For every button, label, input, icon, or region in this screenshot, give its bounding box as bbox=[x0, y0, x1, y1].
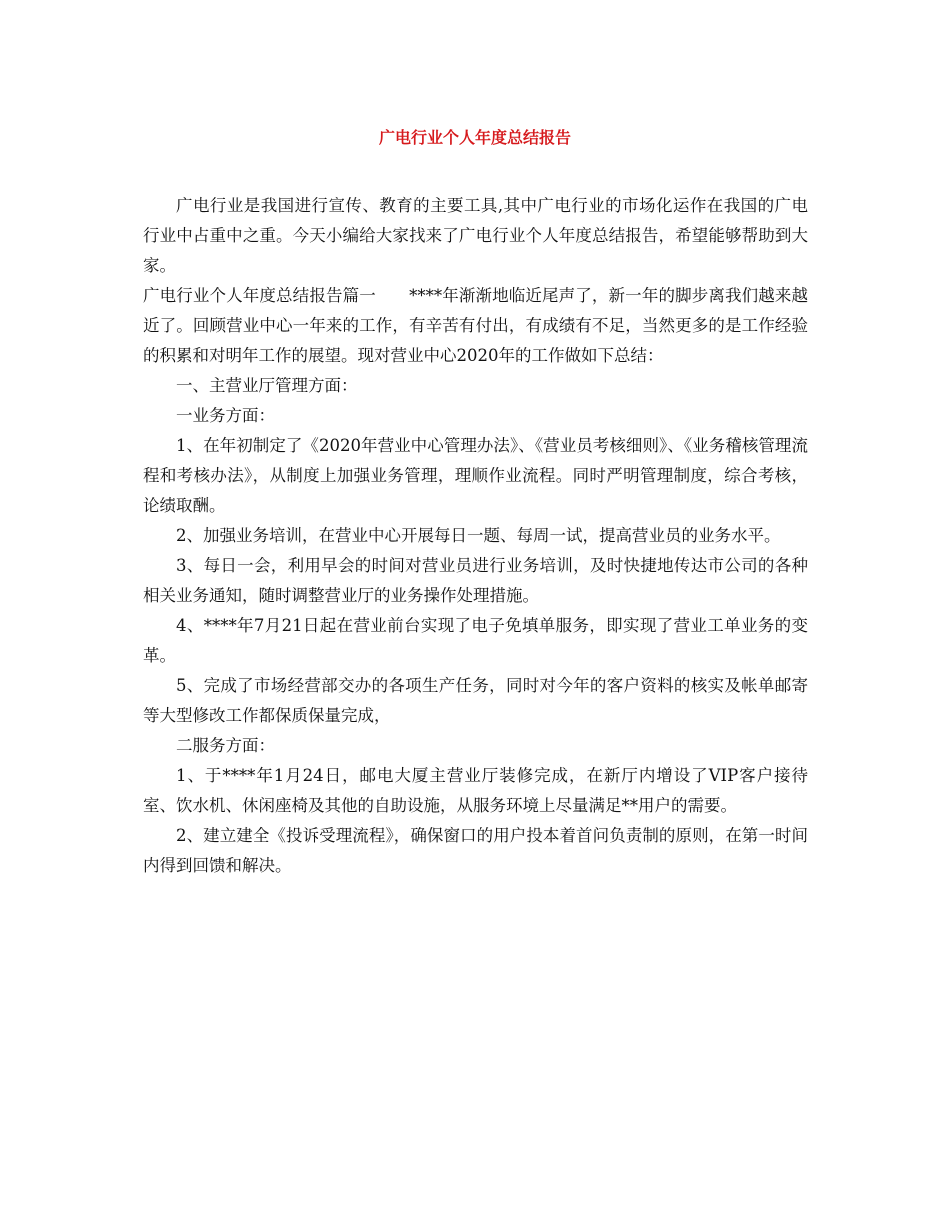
paragraph-section-one-intro: 广电行业个人年度总结报告篇一 ****年渐渐地临近尾声了，新一年的脚步离我们越来越近了。回顾营业中心一年来的工作，有辛苦有付出，有成绩有不足，当然更多的是工作经验的积累和对明年工作的展望。现对营业中心2020年的工作做如下总结： bbox=[143, 286, 808, 365]
paragraph-business-item-1: 1、在年初制定了《2020年营业中心管理办法》、《营业员考核细则》、《业务稽核管理流程和考核办法》，从制度上加强业务管理，理顺作业流程。同时严明管理制度，综合考核，论绩取酬。 bbox=[143, 436, 808, 515]
document-body bbox=[143, 191, 808, 881]
paragraph-business-item-3: 3、每日一会，利用早会的时间对营业员进行业务培训，及时快捷地传达市公司的各种相关业务通知，随时调整营业厅的业务操作处理措施。 bbox=[143, 556, 808, 605]
paragraph-service-item-1: 1、于****年1月24日，邮电大厦主营业厅装修完成，在新厅内增设了VIP客户接待室、饮水机、休闲座椅及其他的自助设施，从服务环境上尽量满足**用户的需要。 bbox=[143, 766, 808, 815]
document-title: 广电行业个人年度总结报告 bbox=[378, 128, 571, 147]
paragraph-business-item-2: 2、加强业务培训，在营业中心开展每日一题、每周一试，提高营业员的业务水平。 bbox=[176, 526, 781, 545]
heading-service: 二服务方面： bbox=[176, 736, 275, 755]
paragraph-service-item-2: 2、建立建全《投诉受理流程》，确保窗口的用户投本着首问负责制的原则，在第一时间内得到回馈和解决。 bbox=[143, 826, 808, 875]
paragraph-intro: 广电行业是我国进行宣传、教育的主要工具,其中广电行业的市场化运作在我国的广电行业中占重中之重。今天小编给大家找来了广电行业个人年度总结报告，希望能够帮助到大家。 bbox=[143, 196, 808, 275]
paragraph-business-item-4: 4、****年7月21日起在营业前台实现了电子免填单服务，即实现了营业工单业务的变革。 bbox=[143, 616, 808, 665]
heading-main-hall-management: 一、主营业厅管理方面： bbox=[176, 376, 358, 395]
paragraph-business-item-5: 5、完成了市场经营部交办的各项生产任务，同时对今年的客户资料的核实及帐单邮寄等大型修改工作都保质保量完成， bbox=[143, 676, 808, 725]
heading-business: 一业务方面： bbox=[176, 406, 275, 425]
